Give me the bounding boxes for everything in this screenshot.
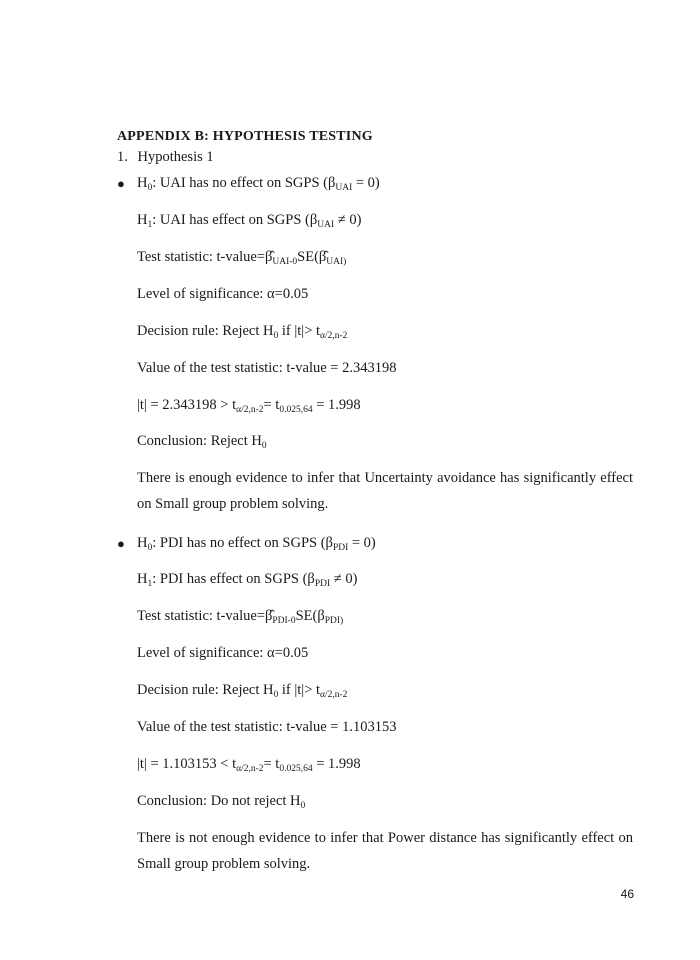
page-number: 46 [620,887,634,901]
alt-hypothesis-2: $H_1$: PDI has effect on SGPS $(\beta_{PDI} \ne 0)$ [137,571,358,589]
section-label: Hypothesis 1 [137,149,214,165]
conclusion-2: Conclusion: Do not reject $H_0$ [137,793,306,811]
alt-hypothesis-1: $H_1$: UAI has effect on SGPS $(\beta_{UAI} \ne 0)$ [137,212,362,230]
evidence-paragraph-2: There is not enough evidence to infer that Power distance has significantly effect on Small group problem solving. [137,830,633,872]
section-heading [117,148,214,166]
comparison-2: $|t| = 1.103153 < t_{\alpha/2,n-2}= t_{0.025,64} = 1.998$ [137,756,361,774]
section-number: 1. [117,149,128,165]
test-value-2: Value of the test statistic: t-value = 1.103153 [137,719,397,735]
decision-rule-2: Decision rule: Reject $H_0$ if $|t|> t_{\alpha/2,n-2}$ [137,682,348,700]
bullet-icon: ● [117,536,125,551]
test-statistic-2: Test statistic: $t-value=\betâ_{PDI-0}SE(\beta_{PDI)}$ [137,608,344,626]
decision-rule-1: Decision rule: Reject $H_0$ if $|t|> t_{\alpha/2,n-2}$ [137,323,348,341]
significance-level-2: Level of significance: α=0.05 [137,645,309,661]
appendix-title: APPENDIX B: HYPOTHESIS TESTING [117,129,373,144]
conclusion-1: Conclusion: Reject $H_0$ [137,433,267,451]
null-hypothesis-1: $H_0$: UAI has no effect on SGPS $(\beta_{UAI} = 0)$ [137,175,380,193]
null-hypothesis-2: $H_0$: PDI has no effect on SGPS $(\beta_{PDI} = 0)$ [137,535,376,553]
test-value-1: Value of the test statistic: t-value = 2.343198 [137,360,397,376]
significance-level-1: Level of significance: α=0.05 [137,286,309,302]
evidence-paragraph-1: There is enough evidence to infer that Uncertainty avoidance has significantly effect on Small group problem solving. [137,470,633,512]
bullet-icon: ● [117,176,125,191]
comparison-1: $|t| = 2.343198 > t_{\alpha/2,n-2}= t_{0.025,64} = 1.998$ [137,397,361,415]
test-statistic-1: Test statistic: $t-value=\betâ_{UAI-0}SE(\betâ_{UAI)}$ [137,249,347,267]
